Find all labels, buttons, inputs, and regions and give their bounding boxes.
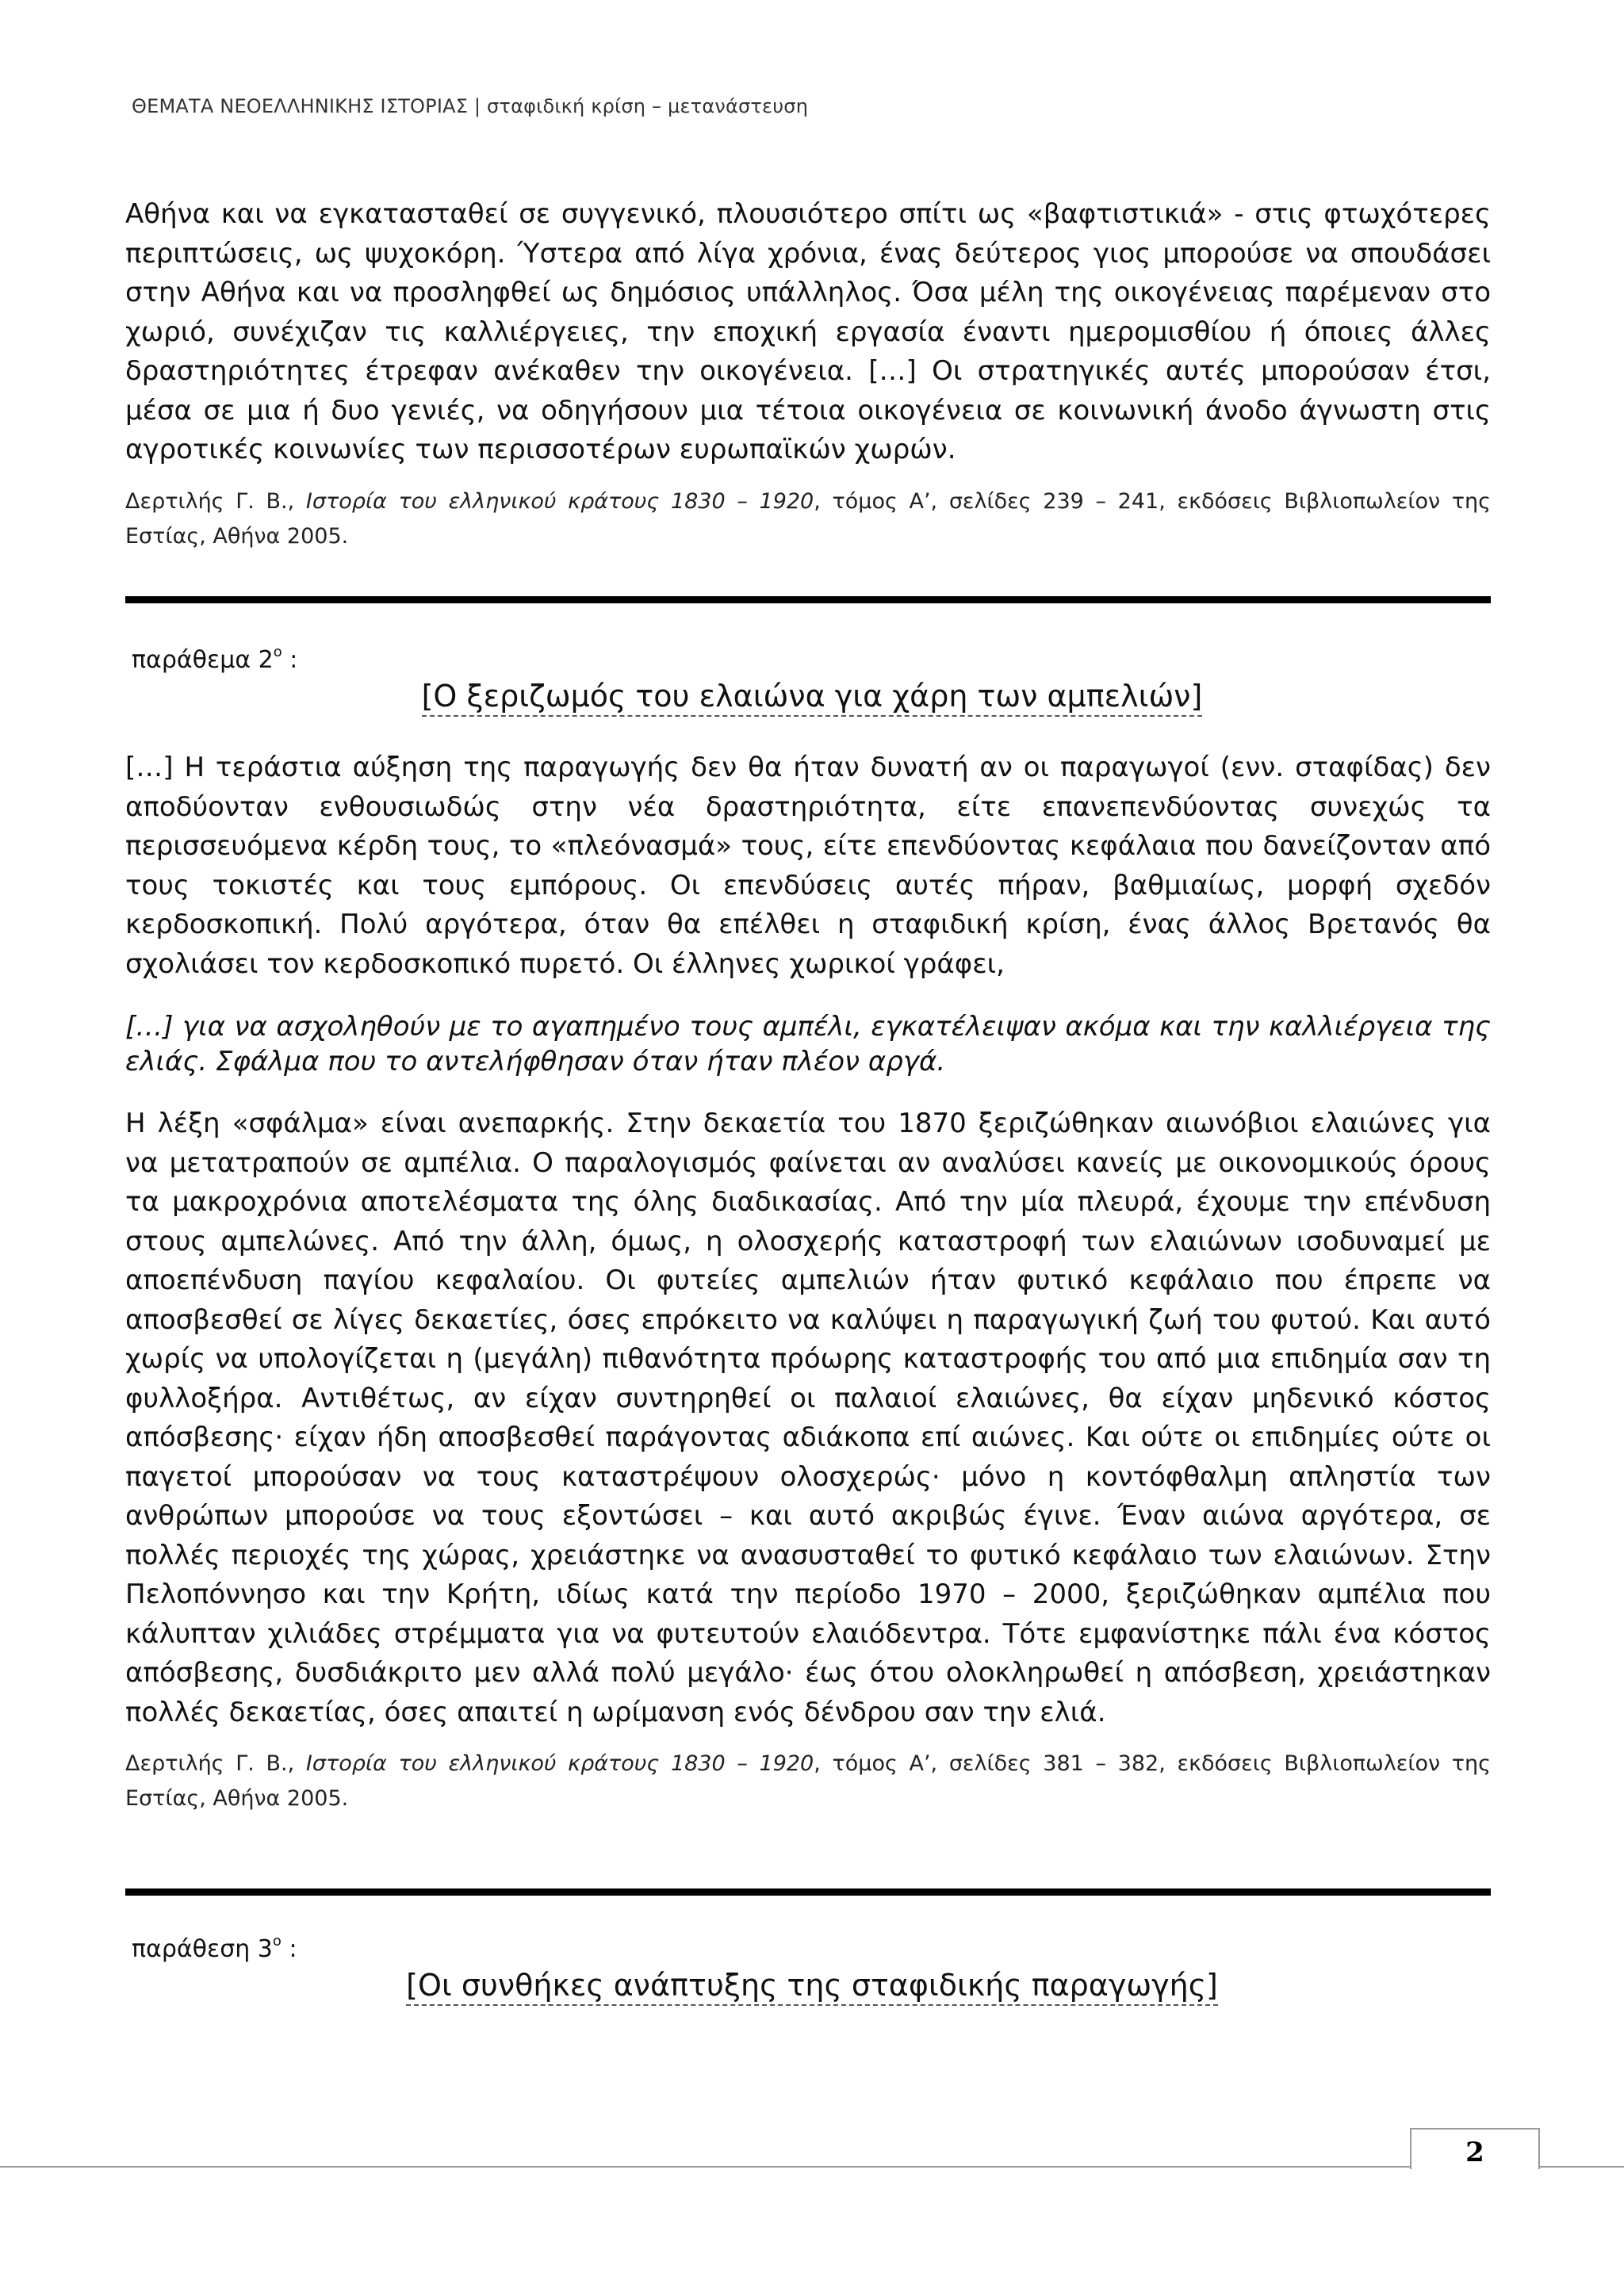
paragraph-block1: Αθήνα και να εγκατασταθεί σε συγγενικό, πλουσιότερο σπίτι ως «βαφτιστικιά» - στις φτωχότερες περιπτώσεις, ως ψυχοκόρη. Ύστερα από λίγα χρόνια, ένας δεύτερος γιος μπορούσε να σπουδάσει στην Αθήνα και να προσληφθεί ως δημόσιος υπάλληλος. Όσα μέλη της οικογένειας παρέμεναν στο χωριό, συνέχιζαν τις καλλιέργειες, την εποχική εργασία έναντι ημερομισθίου ή όποιες άλλες δραστηριότητες έτρεφαν ανέκαθεν την οικογένεια. […] Οι στρατηγικές αυτές μπορούσαν έτσι, μέσα σε μια ή δυο γενιές, να οδηγήσουν μια τέτοια οικογένεια σε κοινωνική άνοδο άγνωστη στις αγροτικές κοινωνίες των περισσοτέρων ευρωπαϊκών χωρών.	[125, 198, 1491, 465]
citation-rest: , τόμος Α’, σελίδες 239 – 241, εκδόσεις Βιβλιοπωλείον της Εστίας, Αθήνα 2005.	[125, 488, 1491, 549]
footer-rule-left	[0, 2166, 1410, 2168]
section2-quote: […] για να ασχοληθούν με το αγαπημένο τους αμπέλι, εγκατέλειψαν ακόμα και την καλλιέργεια της ελιάς. Σφάλμα που το αντελήφθησαν όταν ήταν πλέον αργά.	[125, 1011, 1491, 1077]
section2-heading: [Ο ξεριζωμός του ελαιώνα για χάρη των αμπελιών]	[0, 679, 1624, 714]
section2-paragraph1: […] Η τεράστια αύξηση της παραγωγής δεν θα ήταν δυνατή αν οι παραγωγοί (ενν. σταφίδας) δεν αποδύονταν ενθουσιωδώς στην νέα δραστηριότητα, είτε επανεπενδύοντας συνεχώς τα περισσευόμενα κέρδη τους, το «πλεόνασμά» τους, είτε επενδύοντας κεφάλαια που δανείζονταν από τους τοκιστές και τους εμπόρους. Οι επενδύσεις αυτές πήραν, βαθμιαίως, μορφή σχεδόν κερδοσκοπική. Πολύ αργότερα, όταν θα επέλθει η σταφιδική κρίση, ένας άλλος Βρετανός θα σχολιάσει τον κερδοσκοπικό πυρετό. Οι έλληνες χωρικοί γράφει,	[125, 752, 1491, 980]
block1	[125, 195, 1491, 554]
section2-label: παράθεμα $2^o$ :	[132, 644, 298, 674]
section-divider-1	[125, 596, 1491, 603]
section2-body	[125, 748, 1491, 1816]
footer-rule-right	[1537, 2166, 1624, 2168]
section2-paragraph2: Η λέξη «σφάλμα» είναι ανεπαρκής. Στην δεκαετία του 1870 ξεριζώθηκαν αιωνόβιοι ελαιώνες για να μετατραπούν σε αμπέλια. Ο παραλογισμός φαίνεται αν αναλύσει κανείς με οικονομικούς όρους τα μακροχρόνια αποτελέσματα της όλης διαδικασίας. Από την μία πλευρά, έχουμε την επένδυση στους αμπελώνες. Από την άλλη, όμως, η ολοσχερής καταστροφή των ελαιώνων ισοδυναμεί με αποεπένδυση παγίου κεφαλαίου. Οι φυτείες αμπελιών ήταν φυτικό κεφάλαιο που έπρεπε να αποσβεσθεί σε λίγες δεκαετίες, όσες επρόκειτο να καλύψει η παραγωγική ζωή του φυτού. Και αυτό χωρίς να υπολογίζεται η (μεγάλη) πιθανότητα πρόωρης καταστροφής του από μια επιδημία σαν τη φυλλοξήρα. Αντιθέτως, αν είχαν συντηρηθεί οι παλαιοί ελαιώνες, θα είχαν μηδενικό κόστος απόσβεσης· είχαν ήδη αποσβεσθεί παράγοντας αδιάκοπα επί αιώνες. Και ούτε οι επιδημίες ούτε οι παγετοί μπορούσαν να τους καταστρέψουν ολοσχερώς· μόνο η κοντόφθαλμη απληστία των ανθρώπων μπορούσε να τους εξοντώσει – και αυτό ακριβώς έγινε. Έναν αιώνα αργότερα, σε πολλές περιοχές της χώρας, χρειάστηκε να ανασυσταθεί το φυτικό κεφάλαιο των ελαιώνων. Στην Πελοπόννησο και την Κρήτη, ιδίως κατά την περίοδο 1970 – 2000, ξεριζώθηκαν αμπέλια που κάλυπταν χιλιάδες στρέμματα για να φυτευτούν ελαιόδεντρα. Τότε εμφανίστηκε πάλι ένα κόστος απόσβεσης, δυσδιάκριτο μεν αλλά πολύ μεγάλο· έως ότου ολοκληρωθεί η απόσβεση, χρειάστηκαν πολλές δεκαετίας, όσες απαιτεί η ωρίμανση ενός δένδρου σαν την ελιά.	[125, 1108, 1491, 1728]
section3-heading: [Οι συνθήκες ανάπτυξης της σταφιδικής παραγωγής]	[0, 1968, 1624, 2003]
page-number: 2	[1410, 2128, 1540, 2169]
citation-author: Δερτιλής Γ. Β.,	[125, 1751, 295, 1776]
citation-section2	[125, 1747, 1491, 1816]
citation-title: Ιστορία του ελληνικού κράτους 1830 – 1920	[305, 1751, 814, 1776]
citation-rest: , τόμος Α’, σελίδες 381 – 382, εκδόσεις Βιβλιοπωλείον της Εστίας, Αθήνα 2005.	[125, 1751, 1491, 1811]
section3-label: παράθεση $3^o$ :	[132, 1933, 297, 1963]
section-divider-2	[125, 1888, 1491, 1896]
citation-title: Ιστορία του ελληνικού κράτους 1830 – 1920	[305, 488, 814, 514]
running-header: ΘΕΜΑΤΑ ΝΕΟΕΛΛΗΝΙΚΗΣ ΙΣΤΟΡΙΑΣ | σταφιδική κρίση – μετανάστευση	[132, 95, 809, 117]
citation-author: Δερτιλής Γ. Β.,	[125, 488, 295, 514]
citation-block1	[125, 484, 1491, 554]
